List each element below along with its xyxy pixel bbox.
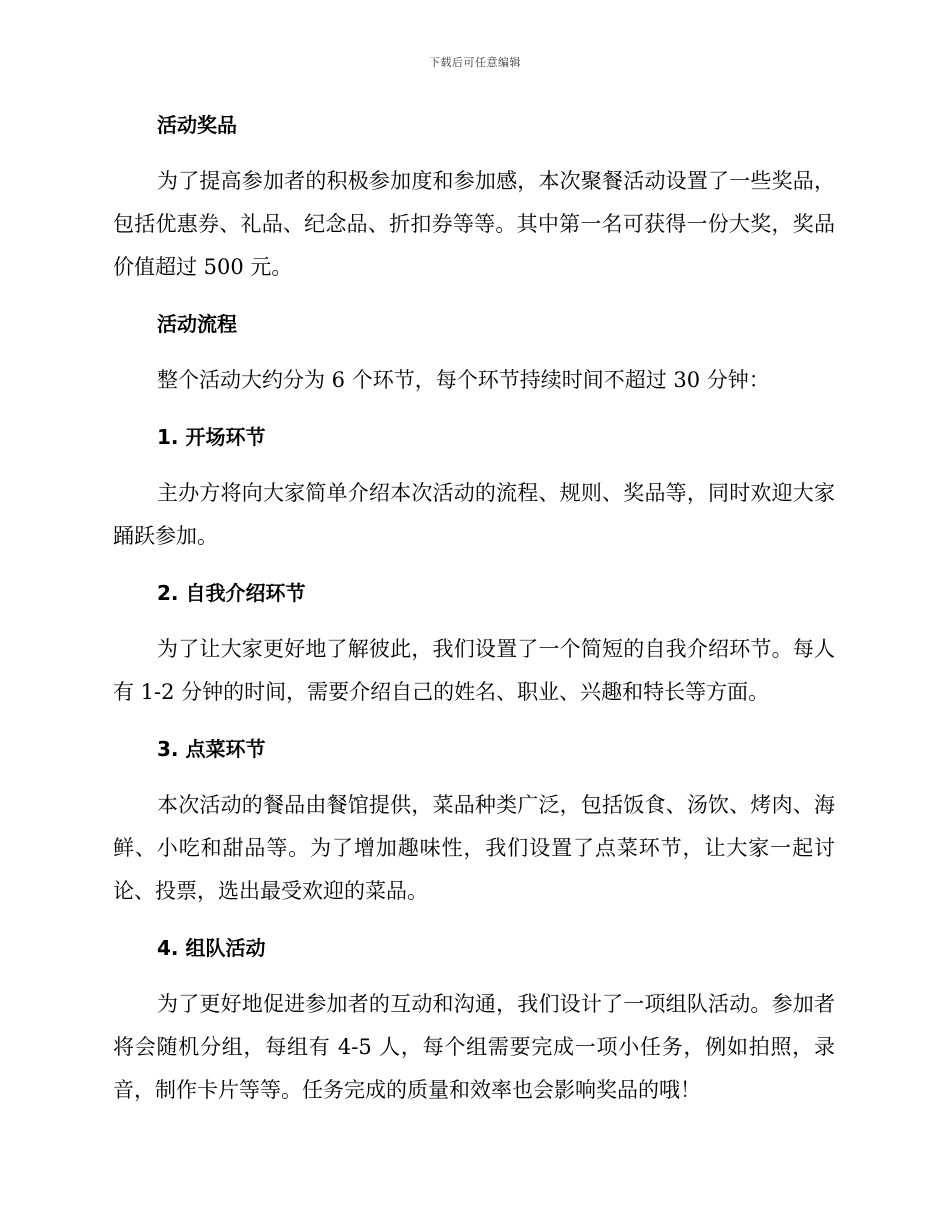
paragraph-team-activity: 为了更好地促进参加者的互动和沟通，我们设计了一项组队活动。参加者将会随机分组，每组有 4-5 人，每个组需要完成一项小任务，例如拍照，录音，制作卡片等等。任务完成的质量和效率也会影响奖品的哦！ <box>113 992 835 1102</box>
paragraph-process-intro: 整个活动大约分为 6 个环节，每个环节持续时间不超过 30 分钟： <box>157 368 770 392</box>
section-heading-ordering: 3. 点菜环节 <box>157 737 266 761</box>
section-heading-team-activity: 4. 组队活动 <box>157 936 266 960</box>
section-heading-prizes: 活动奖品 <box>157 113 237 137</box>
paragraph-self-intro: 为了让大家更好地了解彼此，我们设置了一个简短的自我介绍环节。每人有 1-2 分钟的时间，需要介绍自己的姓名、职业、兴趣和特长等方面。 <box>113 637 835 704</box>
page-header-note: 下载后可任意编辑 <box>429 56 521 69</box>
section-heading-opening: 1. 开场环节 <box>157 425 266 449</box>
document-body <box>113 110 835 1112</box>
paragraph-ordering: 本次活动的餐品由餐馆提供，菜品种类广泛，包括饭食、汤饮、烤肉、海鲜、小吃和甜品等。为了增加趣味性，我们设置了点菜环节，让大家一起讨论、投票，选出最受欢迎的菜品。 <box>113 793 835 903</box>
section-heading-self-intro: 2. 自我介绍环节 <box>157 581 306 605</box>
section-heading-process: 活动流程 <box>157 312 237 336</box>
paragraph-opening: 主办方将向大家简单介绍本次活动的流程、规则、奖品等，同时欢迎大家踊跃参加。 <box>113 481 835 548</box>
paragraph-prizes: 为了提高参加者的积极参加度和参加感，本次聚餐活动设置了一些奖品，包括优惠券、礼品、纪念品、折扣券等等。其中第一名可获得一份大奖，奖品价值超过 500 元。 <box>113 169 835 279</box>
